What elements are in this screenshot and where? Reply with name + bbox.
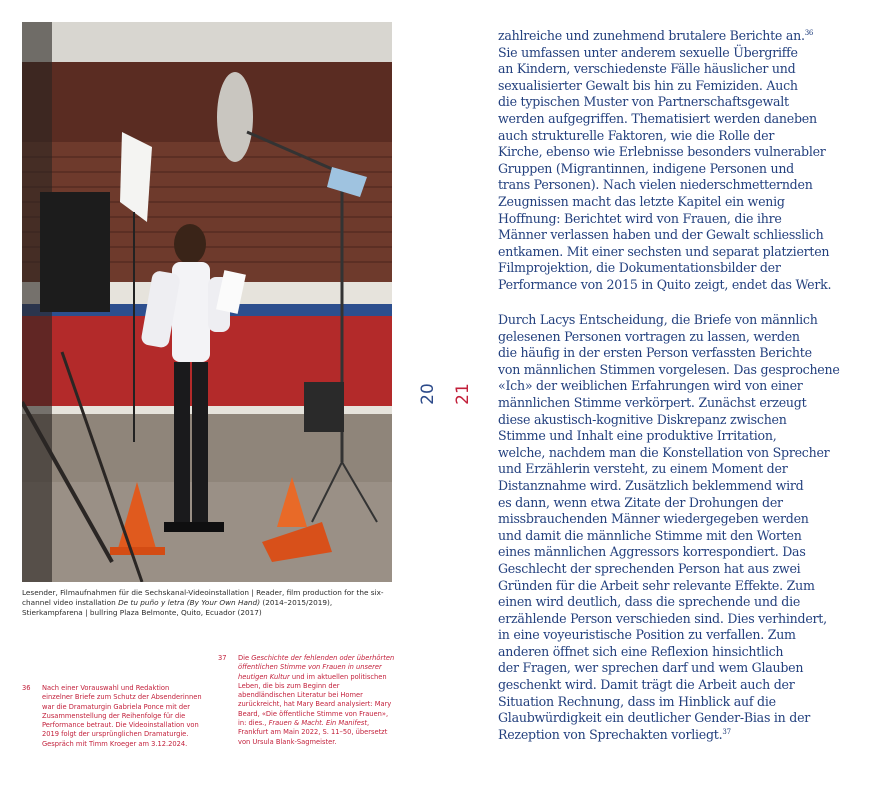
fn37-part2: und im aktuellen politischen Leben, die bis zum Beginn der abendländischen Literatur bei Homer zurückreicht, hat Mary Beard analysiert: Mary Beard, «Die öffentliche Stimme von Frauen», in: dies., xyxy=(238,672,392,728)
footnote-text: Nach einer Vorauswahl und Redaktion einzelner Briefe zum Schutz der Absenderinnen war die Dramaturgin Gabriela Ponce mit der Zusammenstellung der Reihenfolge für die Performance betraut. Die Videoinstallation von 2019 folgt der ursprünglichen Dramaturgie. Gespräch mit Timm Kroeger am 3.12.2024. xyxy=(42,684,202,748)
text-line: Hoffnung: Berichtet wird von Frauen, die ihre xyxy=(498,210,782,226)
footnote-reference[interactable]: 36 xyxy=(804,28,814,37)
text-line: entkamen. Mit einer sechsten und separat platzierten xyxy=(498,243,830,259)
text-line: Kirche, ebenso wie Erlebnisse besonders vulnerabler xyxy=(498,144,826,160)
text-line: Situation Rechnung, dass im Hinblick auf die xyxy=(498,693,776,709)
text-line: Sie umfassen unter anderem sexuelle Übergriffe xyxy=(498,44,798,60)
text-line: Männer verlassen haben und der Gewalt schliesslich xyxy=(498,227,824,243)
text-line: welche, nachdem man die Konstellation von Sprecher xyxy=(498,444,830,460)
text-line: trans Personen). Nach vielen niederschmetternden xyxy=(498,177,813,193)
caption-part1: Lesender, Filmaufnahmen für die Sechskanal-Videoinstallation | Reader, film production for the six-channel video installation xyxy=(22,588,384,607)
photo-illustration xyxy=(22,22,392,582)
text-line: Distanznahme wird. Zusätzlich beklemmend wird xyxy=(498,477,804,493)
text-line: Geschlecht der sprechenden Person hat aus zwei xyxy=(498,560,801,576)
text-line: und Erzählerin versteht, zu einem Moment der xyxy=(498,461,788,477)
text-line: eines männlichen Aggressors korrespondiert. Das xyxy=(498,544,806,560)
text-line: Stimme und Inhalt eine produktive Irritation, xyxy=(498,428,777,444)
fn37-part1: Die xyxy=(238,654,252,662)
text-line: Gründen für die Arbeit sehr relevante Effekte. Zum xyxy=(498,577,815,593)
photo-caption xyxy=(22,588,394,618)
text-line: Glaubwürdigkeit ein deutlicher Gender-Bias in der xyxy=(498,710,811,726)
text-line: an Kindern, verschiedenste Fälle häuslicher und xyxy=(498,61,796,77)
body-paragraph-1 xyxy=(498,28,870,294)
text-line: männlichen Stimme verkörpert. Zunächst erzeugt xyxy=(498,394,807,410)
footnote-number: 36 xyxy=(22,684,31,692)
page-number-right: 21 xyxy=(452,383,473,405)
fn37-italic2: Frauen & Macht. Ein Manifest xyxy=(268,719,367,728)
page-number-left: 20 xyxy=(417,383,438,405)
text-line: auch strukturelle Faktoren, wie die Rolle der xyxy=(498,127,775,143)
fn37-italic1: Geschichte der fehlenden oder überhörten öffentlichen Stimme von Frauen in unserer heutigen Kultur xyxy=(238,654,395,681)
text-line: und damit die männliche Stimme mit den Worten xyxy=(498,527,802,543)
footnote-number: 37 xyxy=(218,654,227,662)
text-line: missbrauchenden Männer wiedergegeben werden xyxy=(498,511,809,527)
body-paragraph-2 xyxy=(498,312,870,743)
text-line: die typischen Muster von Partnerschaftsgewalt xyxy=(498,94,789,110)
text-line: Durch Lacys Entscheidung, die Briefe von männlich xyxy=(498,312,818,327)
text-line: gelesenen Personen vortragen zu lassen, werden xyxy=(498,328,800,344)
text-line: es dann, wenn etwa Zitate der Drohungen der xyxy=(498,494,783,510)
text-line: «Ich» der weiblichen Erfahrungen wird von einer xyxy=(498,378,803,394)
fn37-part3: , Frankfurt am Main 2022, S. 11–50, übersetzt von Ursula Blank-Sagmeister. xyxy=(238,719,388,746)
caption-work-title: De tu puño y letra (By Your Own Hand) xyxy=(118,598,261,607)
text-line: Rezeption von Sprechakten vorliegt.$^{37}$ xyxy=(498,726,731,742)
text-line: diese akustisch-kognitive Diskrepanz zwischen xyxy=(498,411,787,427)
performance-photo xyxy=(22,22,392,582)
text-line: in eine voyeuristische Position zu verfallen. Zum xyxy=(498,627,796,643)
text-line: einen wird deutlich, dass die sprechende und die xyxy=(498,594,801,610)
text-line: anderen öffnet sich eine Reflexion hinsichtlich xyxy=(498,643,784,659)
caption-part2: (2014–2015/2019), Stierkampfarena | bullring Plaza Belmonte, Quito, Ecuador (2017) xyxy=(22,598,333,617)
text-line: geschenkt wird. Damit trägt die Arbeit auch der xyxy=(498,677,795,693)
footnote-reference[interactable]: 37 xyxy=(722,727,731,736)
text-line: Filmprojektion, die Dokumentationsbilder der xyxy=(498,260,781,276)
footnote-text xyxy=(238,654,396,747)
text-line: werden aufgegriffen. Thematisiert werden daneben xyxy=(498,110,817,126)
text-line: Zeugnissen macht das letzte Kapitel ein wenig xyxy=(498,193,785,209)
text-line: die häufig in der ersten Person verfassten Berichte xyxy=(498,345,812,361)
text-line: Performance von 2015 in Quito zeigt, endet das Werk. xyxy=(498,276,832,292)
text-line: zahlreiche und zunehmend brutalere Berichte an.$^{36}$ xyxy=(498,28,814,43)
text-line: erzählende Person verschieden sind. Dies verhindert, xyxy=(498,610,827,626)
text-line: sexualisierter Gewalt bis hin zu Femiziden. Auch xyxy=(498,77,798,93)
text-line: der Fragen, wer sprechen darf und wem Glauben xyxy=(498,660,804,676)
text-line: von männlichen Stimmen vorgelesen. Das gesprochene xyxy=(498,361,840,377)
text-line: Gruppen (Migrantinnen, indigene Personen und xyxy=(498,160,794,176)
